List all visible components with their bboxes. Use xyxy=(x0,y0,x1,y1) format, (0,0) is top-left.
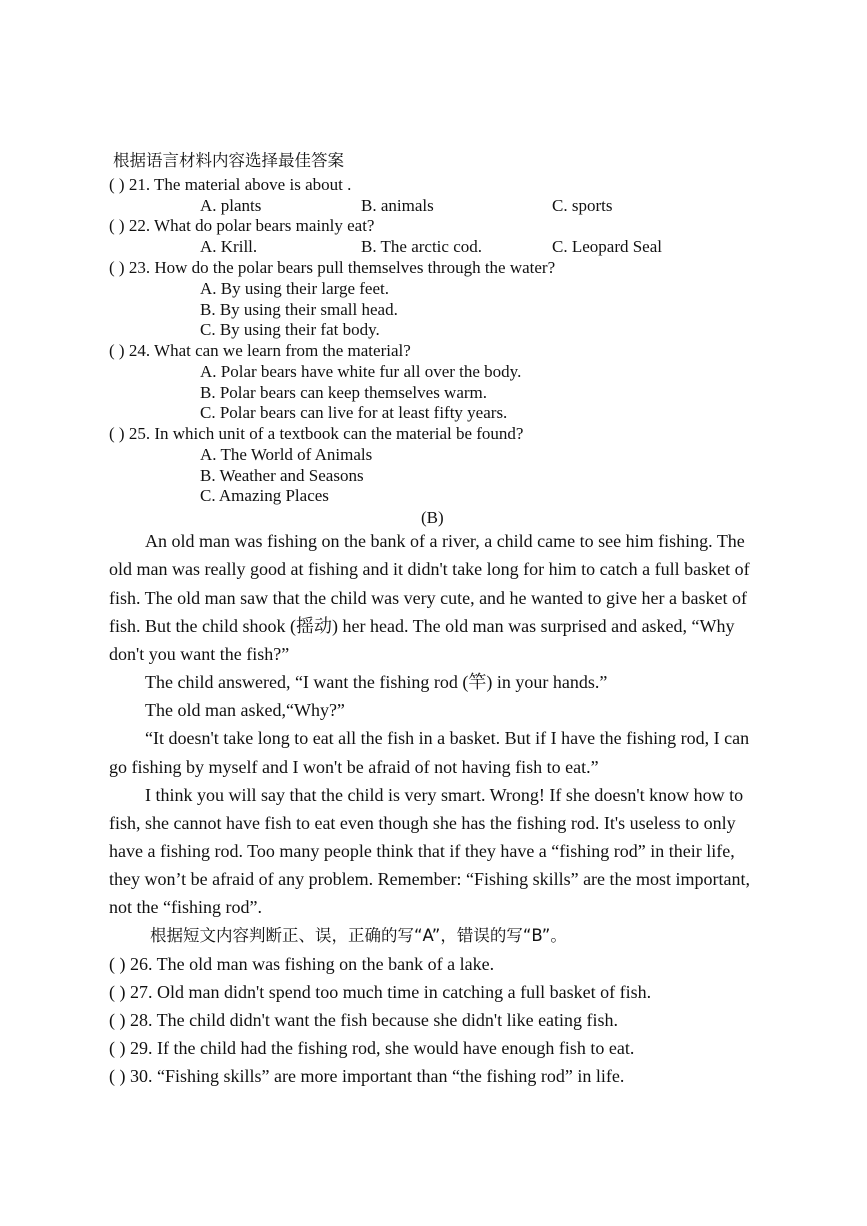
tf-statement: 26. The old man was fishing on the bank of a lake. xyxy=(130,954,495,974)
section1-instruction: 根据语言材料内容选择最佳答案 xyxy=(113,151,344,170)
option-21b: B. animals xyxy=(361,196,434,215)
tf-statement: 29. If the child had the fishing rod, she would have enough fish to eat. xyxy=(130,1038,635,1058)
answer-blank[interactable]: ( ) xyxy=(109,341,125,360)
answer-blank[interactable]: ( ) xyxy=(109,954,126,974)
answer-blank[interactable]: ( ) xyxy=(109,1066,126,1086)
passage-line: don't you want the fish?” xyxy=(109,644,290,664)
option-25c: C. Amazing Places xyxy=(200,486,329,505)
section-heading-b: (B) xyxy=(421,508,444,527)
question-22 xyxy=(109,216,374,236)
passage-line: not the “fishing rod”. xyxy=(109,897,262,917)
option-21c: C. sports xyxy=(552,196,613,215)
passage-line: fish. The old man saw that the child was very cute, and he wanted to give her a basket of xyxy=(109,588,747,608)
tf-statement: 27. Old man didn't spend too much time in catching a full basket of fish. xyxy=(130,982,652,1002)
answer-blank[interactable]: ( ) xyxy=(109,175,125,194)
option-24c: C. Polar bears can live for at least fifty years. xyxy=(200,403,508,422)
passage-line: go fishing by myself and I won't be afraid of not having fish to eat.” xyxy=(109,757,599,777)
question-stem: 23. How do the polar bears pull themselves through the water? xyxy=(128,258,556,277)
tf-item-27 xyxy=(109,981,651,1003)
question-stem: 25. In which unit of a textbook can the material be found? xyxy=(128,424,524,443)
tf-item-26 xyxy=(109,953,494,975)
passage-line: The child answered, “I want the fishing rod (竿) in your hands.” xyxy=(145,672,608,692)
question-stem: 22. What do polar bears mainly eat? xyxy=(128,216,375,235)
tf-item-29 xyxy=(109,1037,634,1059)
passage-line: fish. But the child shook (摇动) her head. The old man was surprised and asked, “Why xyxy=(109,616,735,636)
passage-line: The old man asked,“Why?” xyxy=(145,700,345,720)
option-22c: C. Leopard Seal xyxy=(552,237,662,256)
passage-line: An old man was fishing on the bank of a river, a child came to see him fishing. The xyxy=(145,531,745,551)
tf-statement: 28. The child didn't want the fish because she didn't like eating fish. xyxy=(130,1010,619,1030)
question-24 xyxy=(109,341,411,361)
tf-item-30 xyxy=(109,1065,624,1087)
tf-statement: 30. “Fishing skills” are more important than “the fishing rod” in life. xyxy=(130,1066,625,1086)
question-stem: 24. What can we learn from the material? xyxy=(128,341,411,360)
answer-blank[interactable]: ( ) xyxy=(109,1038,126,1058)
option-24b: B. Polar bears can keep themselves warm. xyxy=(200,383,488,402)
passage-line: have a fishing rod. Too many people think that if they have a “fishing rod” in their life, xyxy=(109,841,735,861)
answer-blank[interactable]: ( ) xyxy=(109,1010,126,1030)
passage-line: they won’t be afraid of any problem. Remember: “Fishing skills” are the most important, xyxy=(109,869,751,889)
option-22b: B. The arctic cod. xyxy=(361,237,483,256)
passage-line: I think you will say that the child is very smart. Wrong! If she doesn't know how to xyxy=(145,785,744,805)
question-23 xyxy=(109,258,555,278)
question-21 xyxy=(109,175,351,195)
option-23c: C. By using their fat body. xyxy=(200,320,380,339)
option-25b: B. Weather and Seasons xyxy=(200,466,364,485)
answer-blank[interactable]: ( ) xyxy=(109,424,125,443)
option-21a: A. plants xyxy=(200,196,262,215)
answer-blank[interactable]: ( ) xyxy=(109,216,125,235)
option-22a: A. Krill. xyxy=(200,237,258,256)
option-25a: A. The World of Animals xyxy=(200,445,373,464)
option-23a: A. By using their large feet. xyxy=(200,279,390,298)
answer-blank[interactable]: ( ) xyxy=(109,258,125,277)
passage-line: “It doesn't take long to eat all the fish in a basket. But if I have the fishing rod, I can xyxy=(145,728,750,748)
tf-instruction: 根据短文内容判断正、误，正确的写“A”，错误的写“B”。 xyxy=(150,926,567,945)
option-24a: A. Polar bears have white fur all over the body. xyxy=(200,362,522,381)
tf-item-28 xyxy=(109,1009,618,1031)
passage-line: old man was really good at fishing and it didn't take long for him to catch a full basket of xyxy=(109,559,750,579)
passage-line: fish, she cannot have fish to eat even though she has the fishing rod. It's useless to only xyxy=(109,813,736,833)
question-25 xyxy=(109,424,523,444)
option-23b: B. By using their small head. xyxy=(200,300,398,319)
question-stem: 21. The material above is about . xyxy=(128,175,352,194)
answer-blank[interactable]: ( ) xyxy=(109,982,126,1002)
